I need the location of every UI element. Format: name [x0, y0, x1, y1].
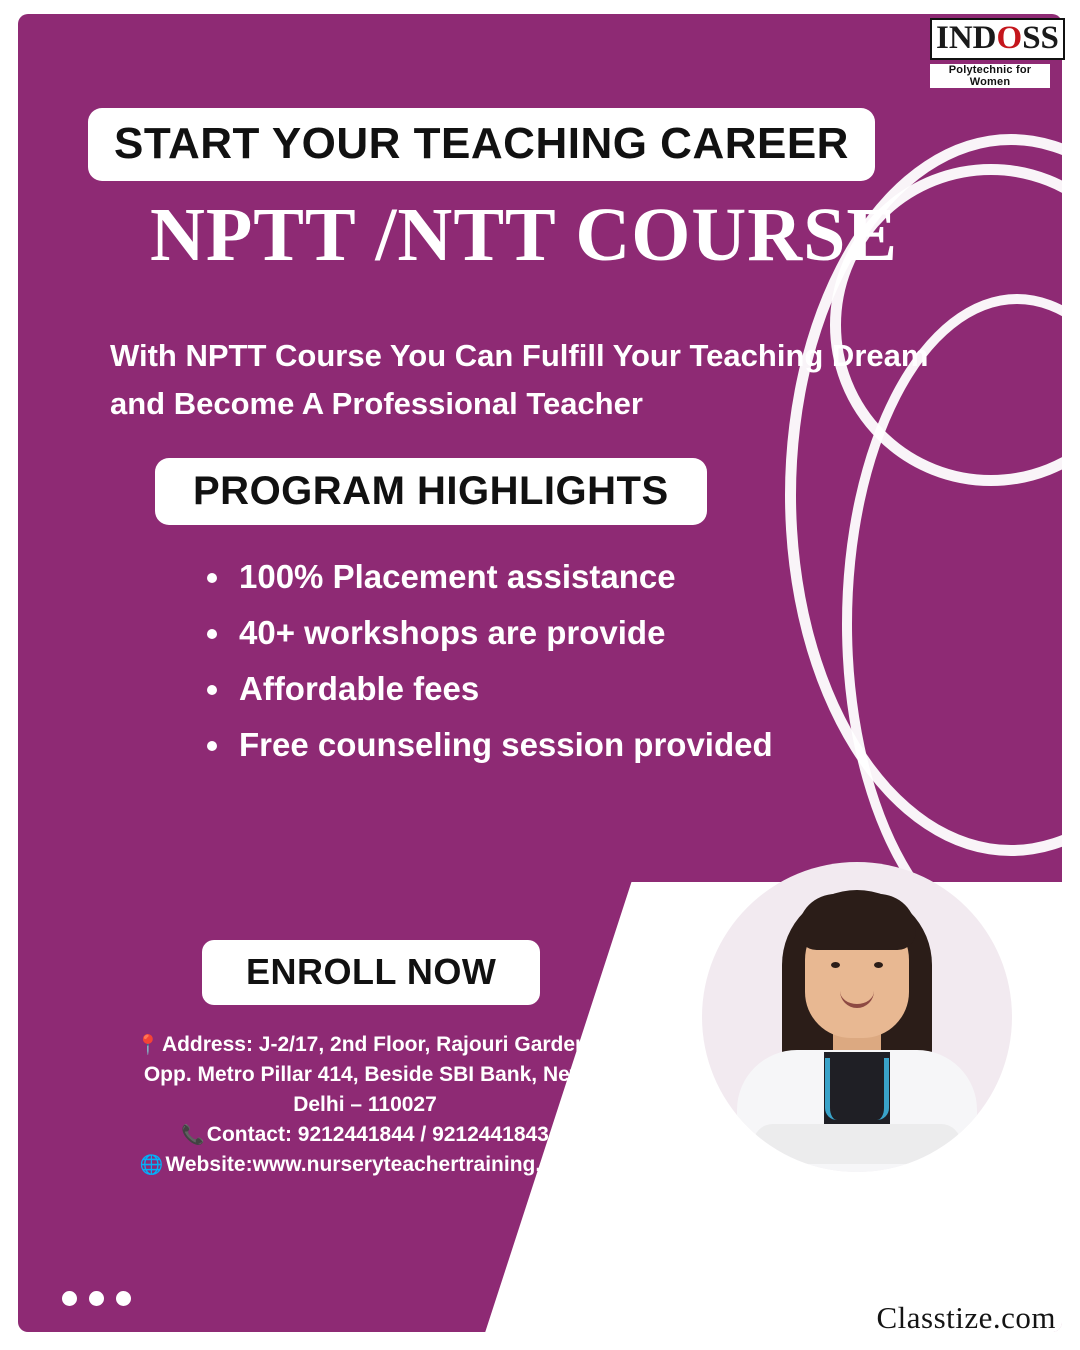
dot	[89, 1291, 104, 1306]
watermark: Classtize.com	[876, 1300, 1056, 1335]
phone-text: Contact: 9212441844 / 9212441843	[206, 1122, 549, 1146]
telephone-icon: 📞	[181, 1124, 205, 1146]
headline-text: START YOUR TEACHING CAREER	[114, 119, 849, 168]
dot	[116, 1291, 131, 1306]
list-item: Free counseling session provided	[203, 728, 773, 761]
decorative-dots	[62, 1291, 131, 1306]
course-title: NPTT /NTT COURSE	[150, 193, 899, 277]
address-line-1	[105, 1030, 625, 1060]
indoss-logo	[930, 18, 1059, 90]
student-photo	[702, 862, 1012, 1172]
list-item: Affordable fees	[203, 672, 773, 705]
person-crossed-arms	[753, 1124, 961, 1164]
subheadline-text: With NPTT Course You Can Fulfill Your Teaching Dream and Become A Professional Teacher	[110, 338, 929, 422]
program-highlights-banner	[155, 458, 707, 525]
list-item: 100% Placement assistance	[203, 560, 773, 593]
person-eye-left	[831, 962, 840, 968]
address-line-2: Opp. Metro Pillar 414, Beside SBI Bank, New	[143, 1062, 587, 1086]
list-item: 40+ workshops are provide	[203, 616, 773, 649]
website-line[interactable]	[105, 1150, 625, 1180]
person-fringe	[798, 894, 916, 950]
enroll-now-button[interactable]	[202, 940, 540, 1005]
logo-text-o: O	[996, 20, 1023, 56]
program-highlights-text: PROGRAM HIGHLIGHTS	[193, 469, 669, 513]
person-lanyard	[825, 1058, 889, 1120]
website-text: Website:www.nurseryteachertraining.co.in	[165, 1152, 591, 1176]
contact-block	[105, 1030, 625, 1180]
globe-icon: 🌐	[139, 1154, 164, 1176]
address-line-3: Delhi – 110027	[293, 1092, 437, 1116]
student-photo-illustration	[702, 862, 1012, 1172]
highlights-list	[175, 560, 773, 784]
person-eye-right	[874, 962, 883, 968]
logo-tagline: Polytechnic for Women	[930, 64, 1050, 88]
enroll-now-label: ENROLL NOW	[246, 951, 497, 992]
logo-wordmark	[930, 18, 1065, 60]
logo-text-part2: SS	[1022, 20, 1059, 56]
headline-banner	[88, 108, 875, 181]
dot	[62, 1291, 77, 1306]
phone-line	[105, 1120, 625, 1150]
logo-text-part1: IND	[936, 20, 997, 56]
address-line-1-text: Address: J-2/17, 2nd Floor, Rajouri Garden,	[161, 1033, 594, 1056]
location-pin-icon: 📍	[136, 1035, 160, 1056]
